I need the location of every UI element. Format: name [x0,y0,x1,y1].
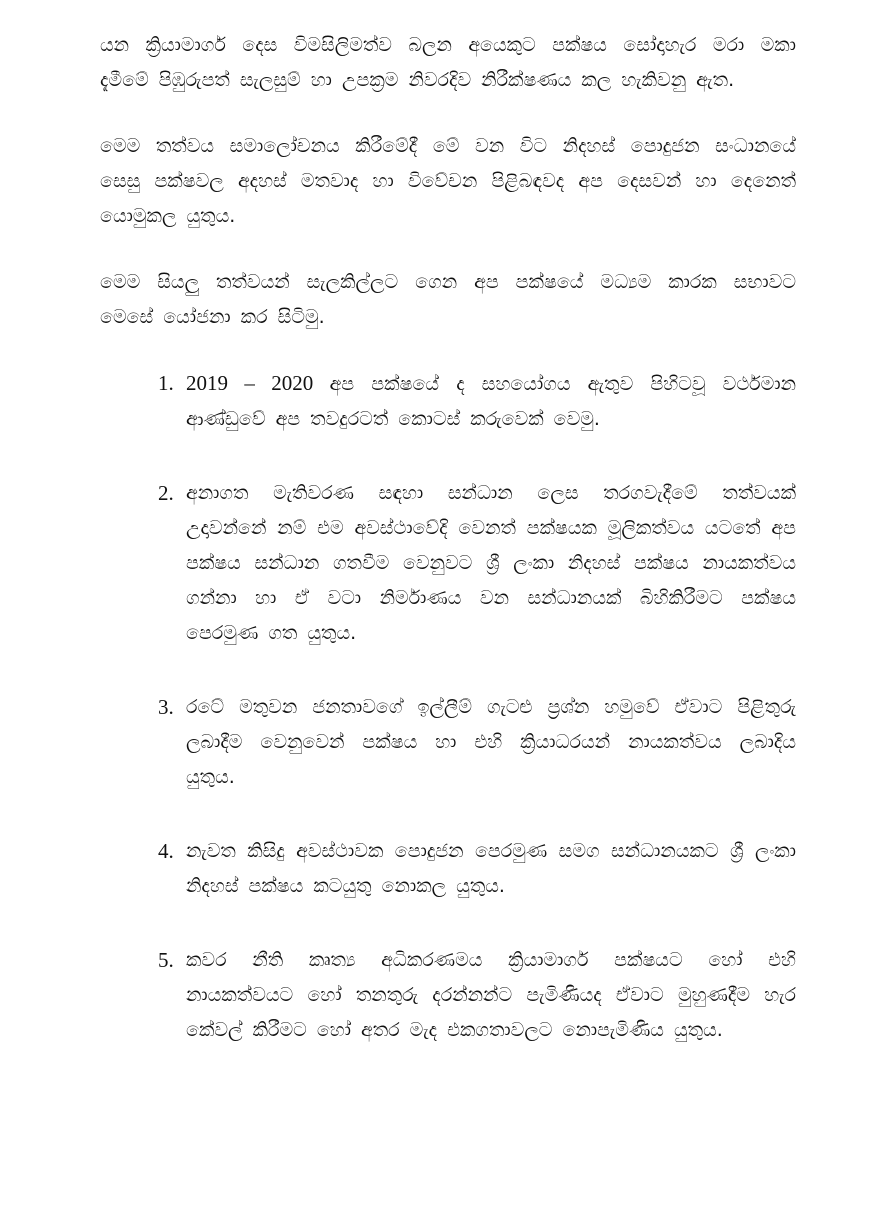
proposal-list [100,366,796,1048]
list-number: 5. [158,948,174,972]
list-number: 4. [158,839,174,863]
paragraph-3: මෙම සියලු තත්වයන් සැලකිල්ලට ගෙන අප පක්ෂයේ මධ්‍යම කාරක සභාවට මෙසේ යෝජනා කර සිටිමු. [100,271,796,328]
paragraph-1: යන ක්‍රියාමාර්ග දෙස විමසිලිමත්ව බලන අයෙකුට පක්ෂය සෝදාහැර මරා මකා දැමීමේ පිඹුරුපත් සැලසුම් හා උපක්‍රම නිවරදිව නිරීක්ෂණය කල හැකිවනු ඇත. [100,34,796,91]
list-text: කවර නීති කෘත්‍ය අධිකරණමය ක්‍රියාමාර්ග පක්ෂයට හෝ එහි නායකත්වයට හෝ තනතුරු දරන්නන්ට පැමිණියද ඒවාට මුහුණදීම හැර කේවල් කිරීමට හෝ අතර මැද එකගතාවලට නොපැමිණිය යුතුය. [186,949,796,1041]
list-number: 3. [158,695,174,719]
list-item [158,476,796,651]
list-text: අනාගත මැතිවරණ සඳහා සන්ධාන ලෙස තරගවැදීමේ තත්වයක් උදාවන්නේ නම් එම අවස්ථාවේදි වෙනත් පක්ෂයක මූලිකත්වය යටතේ අප පක්ෂය සන්ධාන ගතවීම වෙනුවට ශ්‍රී ලංකා නිදහස් පක්ෂය නායකත්වය ගන්නා හා ඒ වටා නිර්මාණය වන සන්ධානයක් බිහිකිරීමට පක්ෂය පෙරමුණ ගත යුතුය. [186,482,796,644]
list-number: 2. [158,481,174,505]
paragraph-2: මෙම තත්වය සමාලෝචනය කිරීමේදී මේ වන විට නිදහස් පොදුජන සංධානයේ සෙසු පක්ෂවල අදහස් මතවාද හා විවේචන පිළිබඳවද අප දෙසවන් හා දෙනෙත් යොමුකල යුතුය. [100,135,796,227]
list-item [158,943,796,1048]
list-text: රටේ මතුවන ජනතාවගේ ඉල්ලීම් ගැටළු ප්‍රශ්න හමුවේ ඒවාට පිළිතුරු ලබාදීම වෙනුවෙන් පක්ෂය හා එහි ක්‍රියාධරයන් නායකත්වය ලබාදිය යුතුය. [186,696,796,788]
list-number: 1. [158,371,174,395]
list-item [158,366,796,437]
year-range: 2019 – 2020 [186,371,330,395]
list-text: නැවත කිසිදු අවස්ථාවක පොදුජන පෙරමුණ සමග සන්ධානයකට ශ්‍රී ලංකා නිදහස් පක්ෂය කටයුතු නොකල යුතුය. [186,840,796,897]
list-item [158,690,796,795]
list-item [158,834,796,904]
list-text: අප පක්ෂයේ ද සහයෝගය ඇතුව පිහිටවූ වර්ථමාන ආණ්ඩුවේ අප තවදුරටත් කොටස් කරුවෙක් වෙමු. [186,373,796,430]
